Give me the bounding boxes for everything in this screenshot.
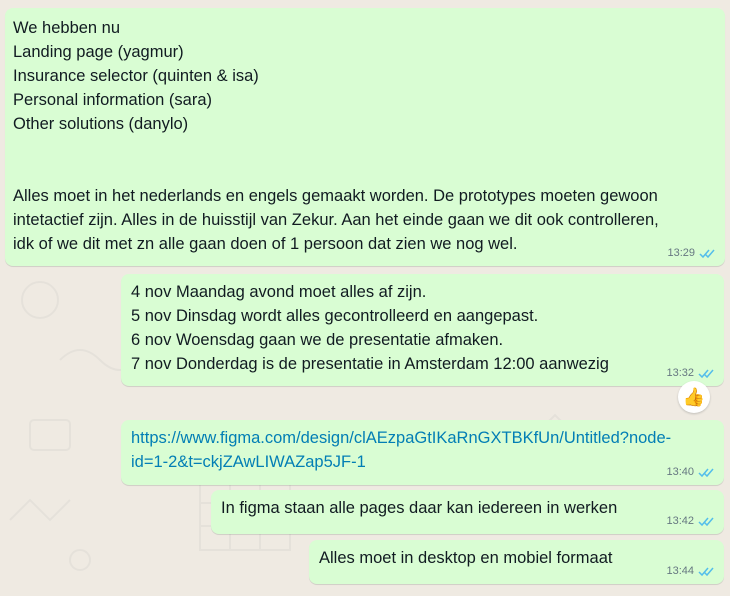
message-time: 13:29 <box>667 247 695 259</box>
double-check-icon <box>698 566 714 577</box>
message-bubble[interactable] <box>121 420 724 485</box>
thumbs-up-icon: 👍 <box>682 386 706 407</box>
double-check-icon <box>698 516 714 527</box>
message-time: 13:32 <box>666 367 694 379</box>
message-link[interactable] <box>131 426 714 474</box>
message-time: 13:42 <box>666 515 694 527</box>
message-text: Alles moet in desktop en mobiel formaat <box>319 549 613 567</box>
message-meta <box>666 564 714 578</box>
double-check-icon <box>698 368 714 379</box>
message-bubble[interactable] <box>121 274 724 386</box>
message-meta <box>666 366 714 380</box>
thumbs-up-reaction[interactable] <box>678 381 710 413</box>
message-meta <box>666 514 714 528</box>
message-bubble[interactable] <box>309 540 724 584</box>
message-time: 13:40 <box>666 466 694 478</box>
double-check-icon <box>699 248 715 259</box>
figma-link[interactable]: https://www.figma.com/design/clAEzpaGtIKaRnGXTBKfUn/Untitled?node- id=1-2&t=ckjZAwLIWAZap5JF-1 <box>131 429 672 471</box>
message-meta <box>666 465 714 479</box>
message-time: 13:44 <box>666 565 694 577</box>
message-text: We hebben nu Landing page (yagmur) Insurance selector (quinten & isa) Personal information (sara) Other solutions (danylo) Alles moet in het nederlands en engels gemaakt worden. De prototypes moeten gewoon intetactief zijn. Alles in de huisstijl van Zekur. Aan het einde gaan we dit ook controlleren, idk of we dit met zn alle gaan doen of 1 persoon dat zien we nog wel. <box>13 19 659 253</box>
double-check-icon <box>698 467 714 478</box>
message-meta <box>667 246 715 260</box>
message-bubble[interactable] <box>211 490 724 534</box>
message-text: In figma staan alle pages daar kan iedereen in werken <box>221 499 618 517</box>
message-bubble[interactable] <box>5 8 725 266</box>
message-text: 4 nov Maandag avond moet alles af zijn. 5 nov Dinsdag wordt alles gecontrolleerd en aangepast. 6 nov Woensdag gaan we de presentatie afmaken. 7 nov Donderdag is de presentatie in Amsterdam 12:00 aanwezig <box>131 283 609 373</box>
